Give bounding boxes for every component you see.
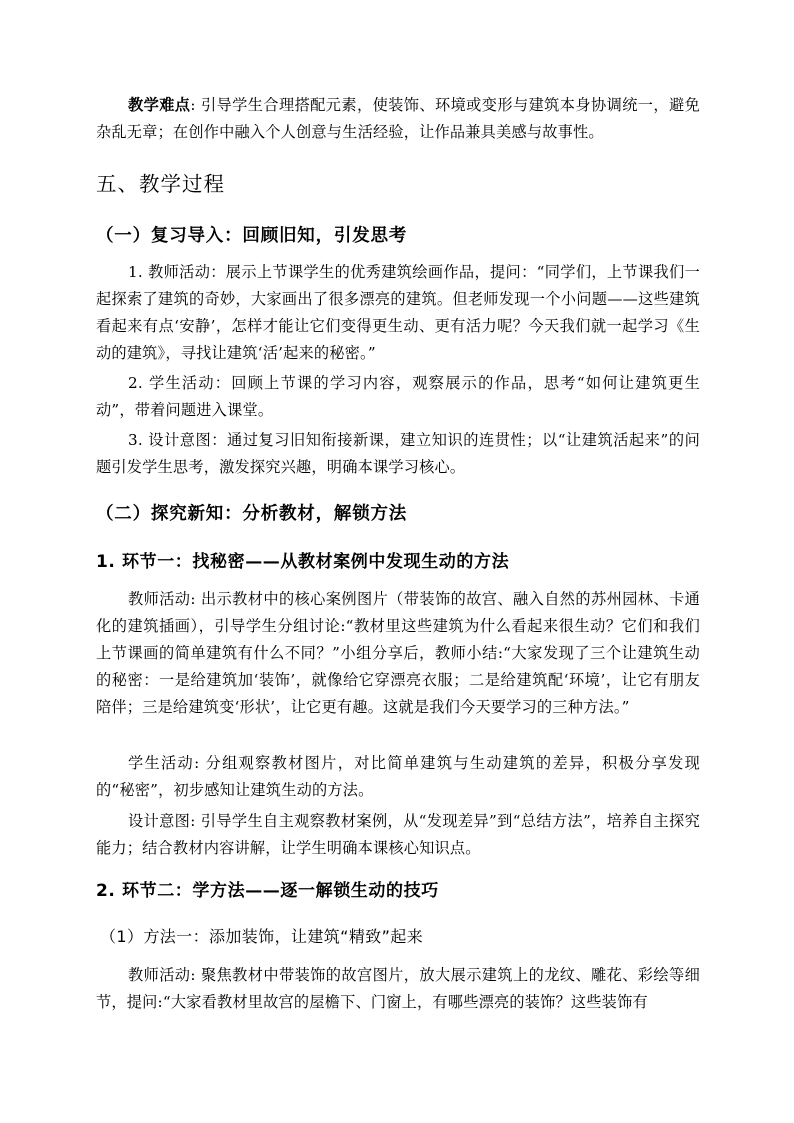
step-one-design-intent: 设计意图: 引导学生自主观察教材案例，从“发现差异”到“总结方法”，培养自主探究能力；结合教材内容讲解，让学生明确本课核心知识点。 [96,812,700,857]
method-one-heading: （1）方法一：添加装饰，让建筑“精致”起来 [100,927,424,946]
part-one-student-activity: 2. 学生活动：回顾上节课的学习内容，观察展示的作品，思考“如何让建筑更生动”，带着问题进入课堂。 [96,374,700,419]
step-two-heading: 2. 环节二：学方法——逐一解锁生动的技巧 [96,881,439,901]
step-one-teacher-activity: 教师活动: 出示教材中的核心案例图片（带装饰的故宫、融入自然的苏州园林、卡通化的建筑插画），引导学生分组讨论:“教材里这些建筑为什么看起来很生动？它们和我们上节课画的简单建筑有什么不同？”小组分享后，教师小结:“大家发现了三个让建筑生动的秘密：一是给建筑加‘装饰’，就像给它穿漂亮衣服；二是给建筑配‘环境’，让它有朋友陪伴；三是给建筑变‘形状’，让它更有趣。这就是我们今天要学习的三种方法。” [96,590,700,716]
method-one-teacher-activity: 教师活动: 聚焦教材中带装饰的故宫图片，放大展示建筑上的龙纹、雕花、彩绘等细节，提问:“大家看教材里故宫的屋檐下、门窗上，有哪些漂亮的装饰？这些装饰有 [96,966,700,1011]
teaching-difficulty-text: : 引导学生合理搭配元素，使装饰、环境或变形与建筑本身协调统一，避免杂乱无章；在创作中融入个人创意与生活经验，让作品兼具美感与故事性。 [96,96,700,141]
section-five-heading: 五、教学过程 [96,172,225,196]
step-one-heading: 1. 环节一：找秘密——从教材案例中发现生动的方法 [96,552,510,572]
step-one-student-activity: 学生活动: 分组观察教材图片，对比简单建筑与生动建筑的差异，积极分享发现的“秘密”，初步感知让建筑生动的方法。 [96,754,700,799]
part-one-design-intent: 3. 设计意图：通过复习旧知衔接新课，建立知识的连贯性；以“让建筑活起来”的问题引发学生思考，激发探究兴趣，明确本课学习核心。 [96,431,700,476]
teaching-difficulty-label: 教学难点 [128,96,191,114]
teaching-difficulty-paragraph [96,92,700,146]
part-one-heading: （一）复习导入：回顾旧知，引发思考 [96,226,408,246]
part-two-heading: （二）探究新知：分析教材，解锁方法 [96,504,408,524]
part-one-teacher-activity: 1. 教师活动：展示上节课学生的优秀建筑绘画作品，提问：“同学们，上节课我们一起探索了建筑的奇妙，大家画出了很多漂亮的建筑。但老师发现一个小问题——这些建筑看起来有点‘安静’，怎样才能让它们变得更生动、更有活力呢？今天我们就一起学习《生动的建筑》，寻找让建筑‘活’起来的秘密。” [96,263,700,362]
